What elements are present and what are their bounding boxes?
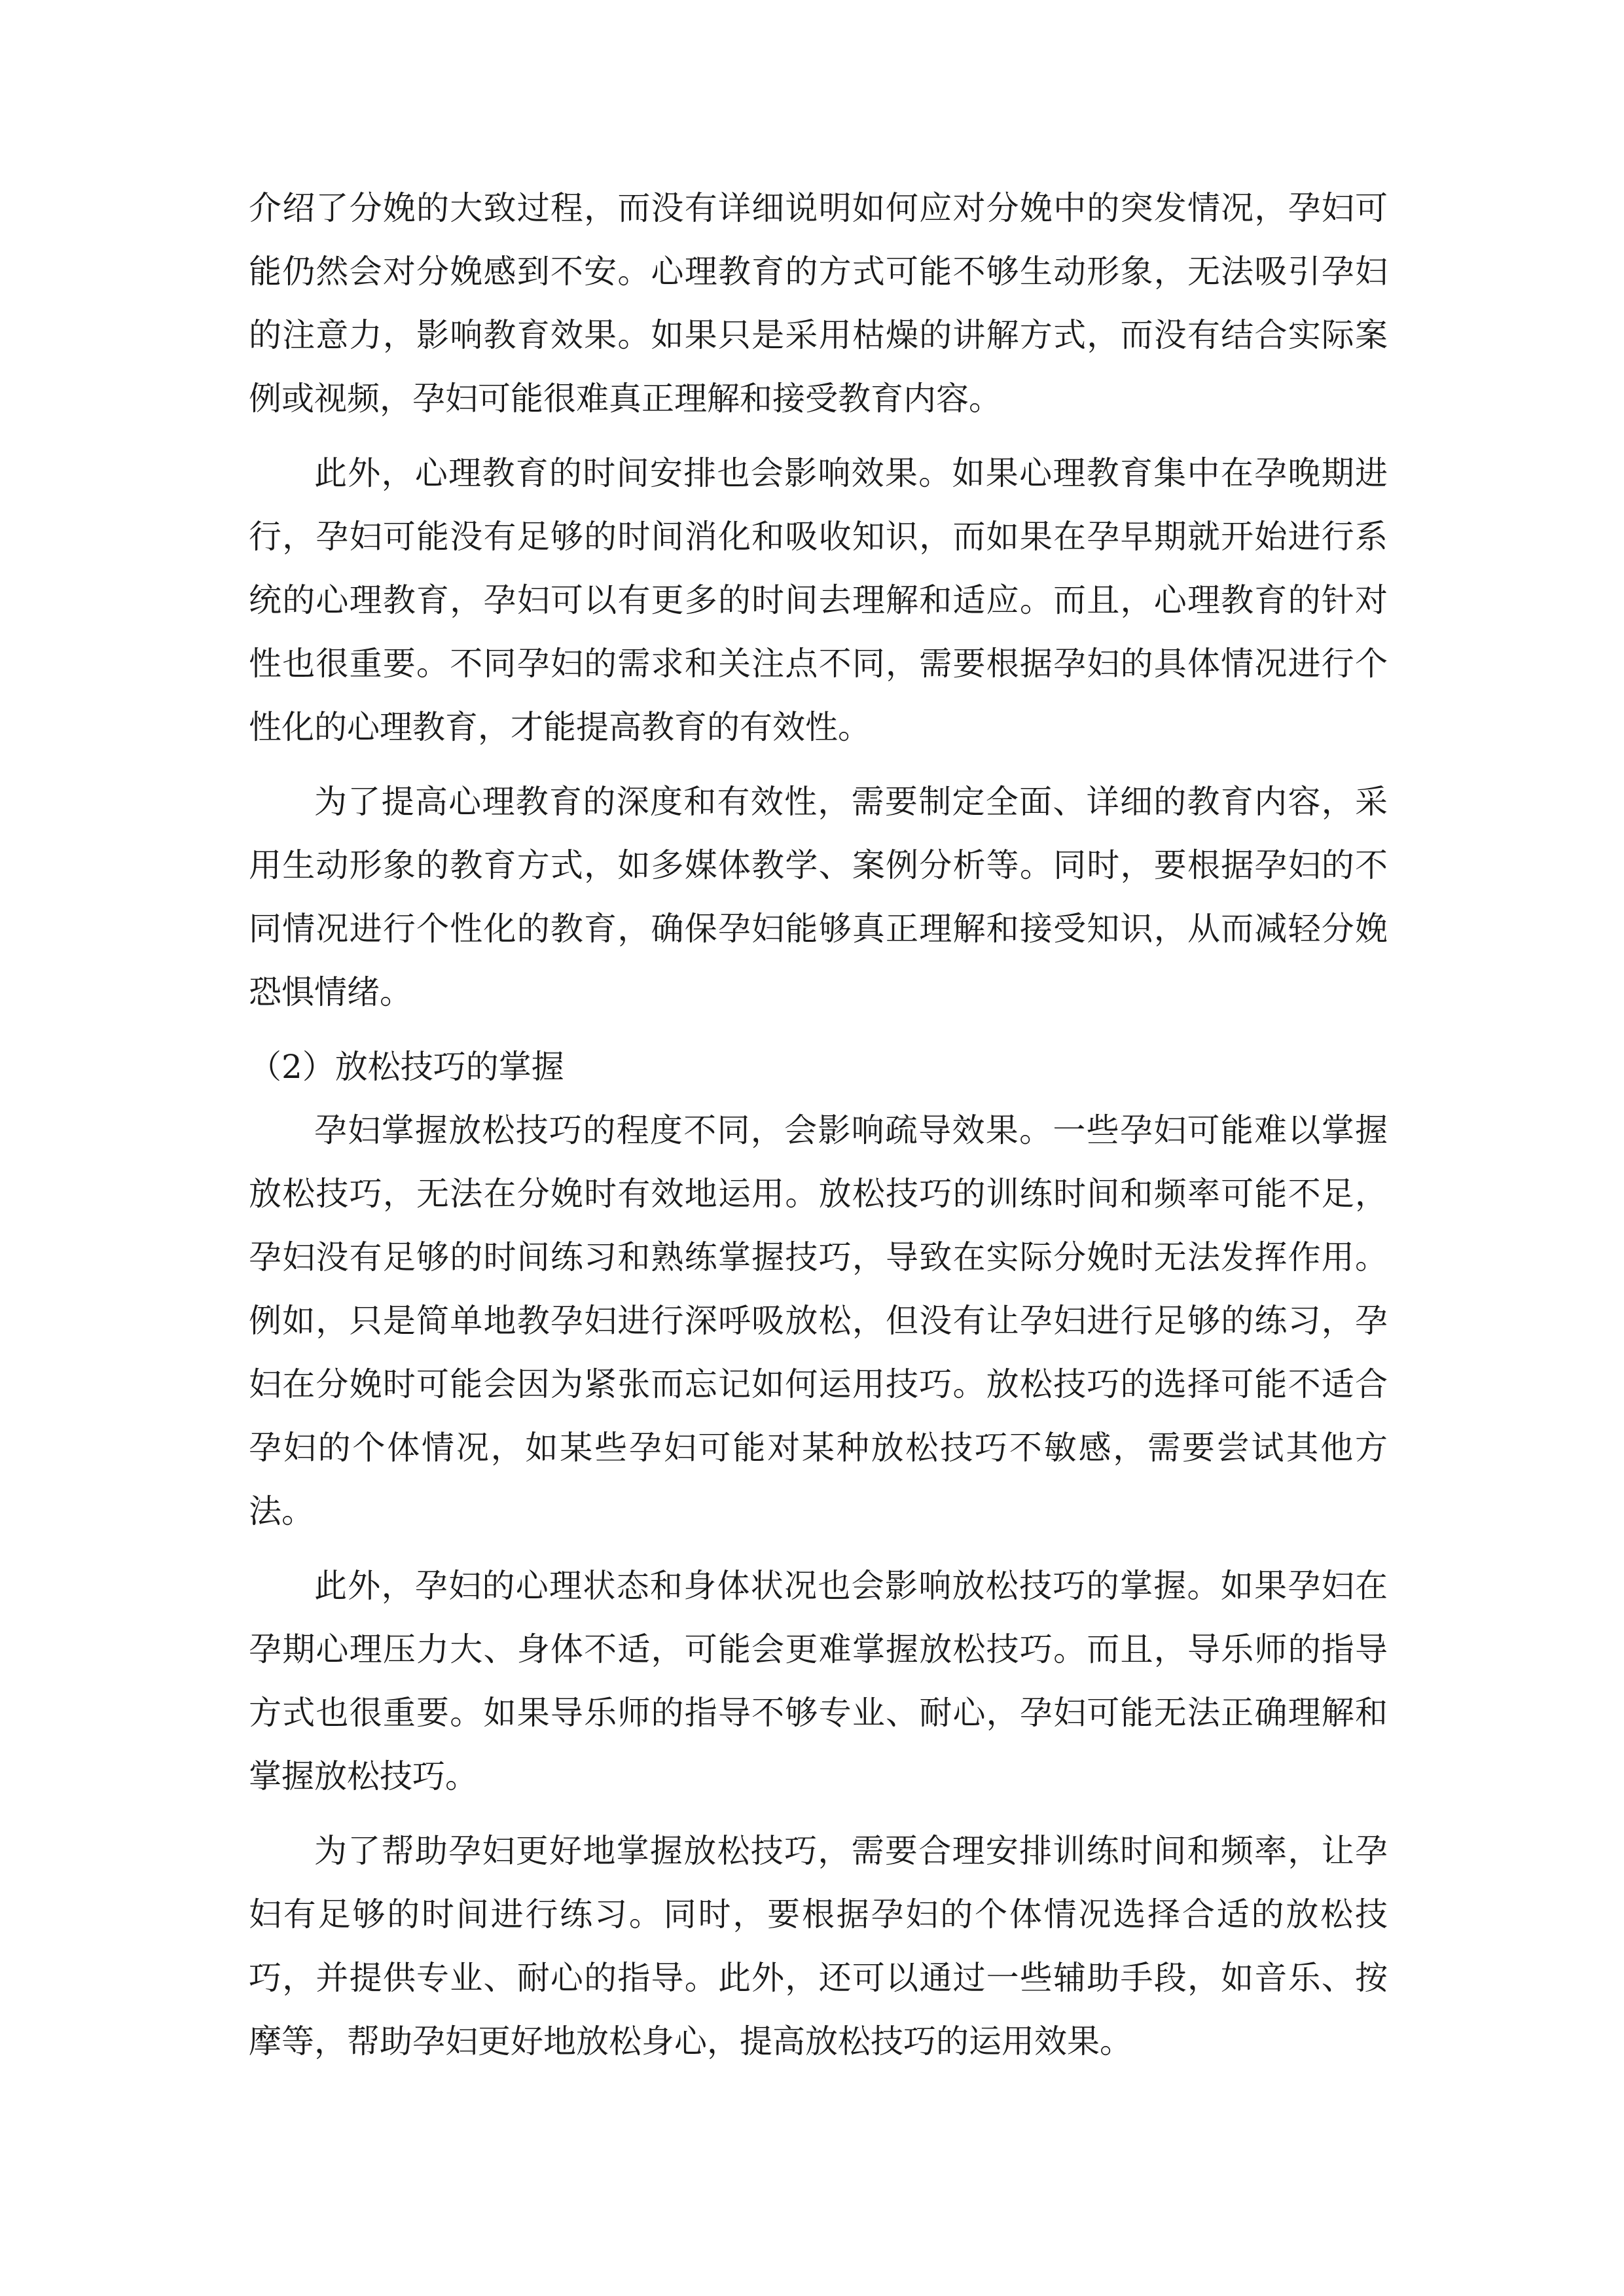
paragraph-relaxation-mastery: 孕妇掌握放松技巧的程度不同，会影响疏导效果。一些孕妇可能难以掌握放松技巧，无法在分娩时有效地运用。放松技巧的训练时间和频率可能不足，孕妇没有足够的时间练习和熟练掌握技巧，导致在实际分娩时无法发挥作用。例如，只是简单地教孕妇进行深呼吸放松，但没有让孕妇进行足够的练习，孕妇在分娩时可能会因为紧张而忘记如何运用技巧。放松技巧的选择可能不适合孕妇的个体情况，如某些孕妇可能对某种放松技巧不敏感，需要尝试其他方法。 <box>249 1111 1388 1530</box>
document-body <box>249 177 1388 2085</box>
paragraph-help-relaxation: 为了帮助孕妇更好地掌握放松技巧，需要合理安排训练时间和频率，让孕妇有足够的时间进行练习。同时，要根据孕妇的个体情况选择合适的放松技巧，并提供专业、耐心的指导。此外，还可以通过一些辅助手段，如音乐、按摩等，帮助孕妇更好地放松身心，提高放松技巧的运用效果。 <box>249 1832 1388 2060</box>
paragraph-continuation: 介绍了分娩的大致过程，而没有详细说明如何应对分娩中的突发情况，孕妇可能仍然会对分娩感到不安。心理教育的方式可能不够生动形象，无法吸引孕妇的注意力，影响教育效果。如果只是采用枯燥的讲解方式，而没有结合实际案例或视频，孕妇可能很难真正理解和接受教育内容。 <box>249 189 1388 418</box>
paragraph-timing: 此外，心理教育的时间安排也会影响效果。如果心理教育集中在孕晚期进行，孕妇可能没有足够的时间消化和吸收知识，而如果在孕早期就开始进行系统的心理教育，孕妇可以有更多的时间去理解和适应。而且，心理教育的针对性也很重要。不同孕妇的需求和关注点不同，需要根据孕妇的具体情况进行个性化的心理教育，才能提高教育的有效性。 <box>249 454 1388 746</box>
paragraph-improve-education: 为了提高心理教育的深度和有效性，需要制定全面、详细的教育内容，采用生动形象的教育方式，如多媒体教学、案例分析等。同时，要根据孕妇的不同情况进行个性化的教育，确保孕妇能够真正理解和接受知识，从而减轻分娩恐惧情绪。 <box>249 783 1388 1011</box>
section-heading-relaxation: （2）放松技巧的掌握 <box>249 1048 564 1086</box>
paragraph-psychological-state: 此外，孕妇的心理状态和身体状况也会影响放松技巧的掌握。如果孕妇在孕期心理压力大、身体不适，可能会更难掌握放松技巧。而且，导乐师的指导方式也很重要。如果导乐师的指导不够专业、耐心，孕妇可能无法正确理解和掌握放松技巧。 <box>249 1567 1388 1795</box>
